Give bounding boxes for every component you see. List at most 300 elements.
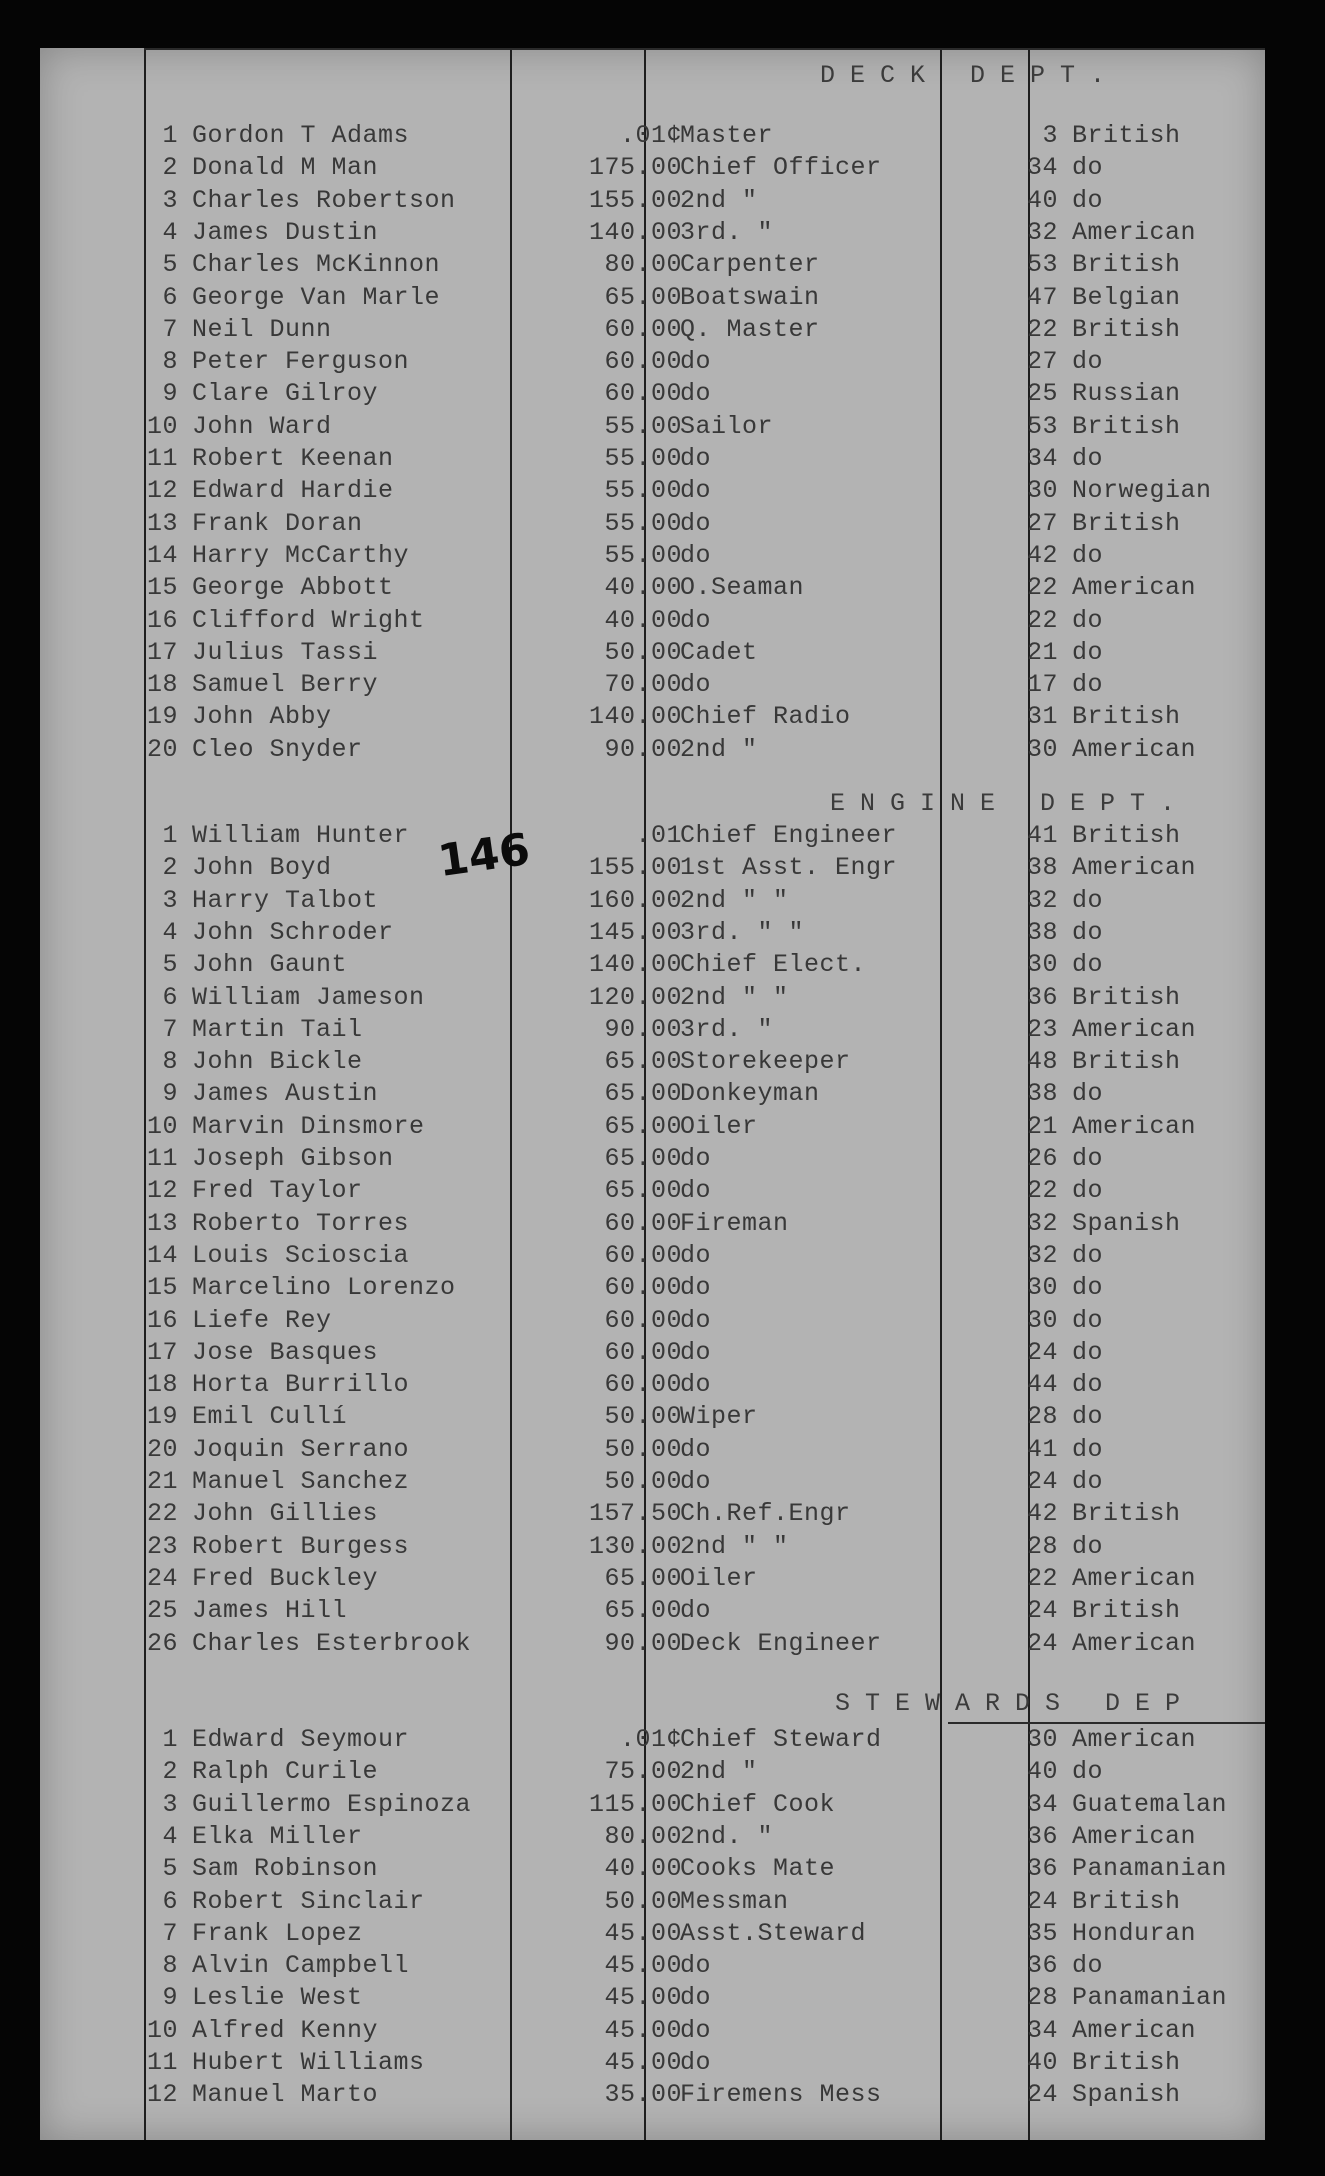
crew-wage: 120.00	[588, 982, 682, 1012]
table-row	[40, 508, 1265, 540]
crew-rating: do	[680, 605, 712, 635]
crew-nationality: do	[1072, 1176, 1104, 1206]
crew-name: John Bickle	[192, 1047, 363, 1077]
crew-nationality: British	[1072, 250, 1181, 280]
crew-rating: Oiler	[680, 1563, 758, 1593]
table-row	[40, 314, 1265, 346]
crew-age: 35	[1026, 1918, 1058, 1948]
crew-name: Alvin Campbell	[192, 1951, 410, 1981]
table-row	[40, 282, 1265, 314]
crew-wage: 70.00	[604, 670, 682, 700]
crew-wage: 55.00	[604, 476, 682, 506]
crew-rating: do	[680, 379, 712, 409]
crew-wage: 160.00	[588, 885, 682, 915]
row-number: 18	[146, 670, 178, 700]
crew-rating: 2nd "	[680, 185, 758, 215]
table-row	[40, 572, 1265, 604]
row-number: 13	[146, 1208, 178, 1238]
row-number: 19	[146, 702, 178, 732]
deck-dept-header: DECK DEPT.	[820, 61, 1121, 90]
table-row	[40, 949, 1265, 981]
crew-age: 47	[1026, 282, 1058, 312]
crew-wage: 157.50	[588, 1499, 682, 1529]
crew-rating: Storekeeper	[680, 1047, 851, 1077]
crew-wage: 55.00	[604, 444, 682, 473]
crew-age: 34	[1026, 444, 1058, 473]
crew-nationality: Panamanian	[1072, 1854, 1228, 1884]
crew-age: 3	[1042, 121, 1058, 150]
row-number: 8	[162, 1047, 178, 1077]
crew-nationality: do	[1072, 1402, 1104, 1432]
table-row	[40, 1886, 1265, 1918]
crew-nationality: Honduran	[1072, 1918, 1197, 1948]
crew-wage: 45.00	[604, 1983, 682, 2013]
table-row	[40, 1111, 1265, 1143]
row-number: 11	[146, 444, 178, 473]
crew-nationality: do	[1072, 1144, 1104, 1173]
crew-wage: 50.00	[604, 1886, 682, 1916]
row-number: 18	[146, 1370, 178, 1400]
crew-name: Julius Tassi	[192, 637, 379, 667]
crew-name: Charles Esterbrook	[192, 1628, 472, 1658]
crew-nationality: British	[1072, 702, 1181, 732]
crew-wage: 65.00	[604, 282, 682, 312]
crew-wage: 155.00	[588, 853, 682, 883]
table-row	[40, 1531, 1265, 1563]
crew-name: Martin Tail	[192, 1014, 363, 1044]
crew-rating: do	[680, 2015, 712, 2045]
crew-name: Marvin Dinsmore	[192, 1111, 425, 1141]
crew-nationality: Guatemalan	[1072, 1789, 1228, 1819]
crew-rating: Chief Officer	[680, 153, 882, 183]
crew-wage: .01	[635, 821, 682, 850]
table-row	[40, 1078, 1265, 1110]
row-number: 9	[162, 1079, 178, 1109]
crew-name: Manuel Sanchez	[192, 1467, 410, 1496]
crew-age: 21	[1026, 1111, 1058, 1141]
crew-wage: 145.00	[588, 917, 682, 947]
table-row	[40, 378, 1265, 410]
crew-wage: 45.00	[604, 1918, 682, 1948]
table-row	[40, 540, 1265, 572]
row-number: 20	[146, 734, 178, 764]
row-number: 17	[146, 637, 178, 667]
crew-name: Harry Talbot	[192, 885, 379, 915]
table-row	[40, 217, 1265, 249]
crew-age: 22	[1026, 1176, 1058, 1206]
crew-name: Frank Lopez	[192, 1918, 363, 1948]
row-number: 9	[162, 1983, 178, 2013]
crew-name: Louis Scioscia	[192, 1240, 410, 1270]
crew-age: 24	[1026, 2080, 1058, 2110]
crew-age: 34	[1026, 1789, 1058, 1819]
crew-rating: Cadet	[680, 637, 758, 667]
crew-nationality: do	[1072, 1434, 1104, 1464]
crew-nationality: British	[1072, 411, 1181, 441]
crew-rating: O.Seaman	[680, 573, 805, 603]
crew-age: 36	[1026, 1821, 1058, 1851]
row-number: 7	[162, 314, 178, 344]
crew-rating: do	[680, 1434, 712, 1464]
crew-name: Sam Robinson	[192, 1854, 379, 1884]
crew-wage: 45.00	[604, 2048, 682, 2077]
crew-nationality: do	[1072, 347, 1104, 377]
row-number: 3	[162, 1789, 178, 1819]
row-number: 11	[146, 1144, 178, 1173]
crew-age: 36	[1026, 982, 1058, 1012]
crew-name: Edward Seymour	[192, 1725, 410, 1754]
crew-nationality: British	[1072, 982, 1181, 1012]
crew-age: 36	[1026, 1854, 1058, 1884]
crew-name: Fred Taylor	[192, 1176, 363, 1206]
crew-nationality: British	[1072, 2048, 1181, 2077]
crew-wage: 50.00	[604, 1434, 682, 1464]
crew-wage: 50.00	[604, 1467, 682, 1496]
crew-name: Donald M Man	[192, 153, 379, 183]
table-row	[40, 1014, 1265, 1046]
top-rule	[144, 48, 1265, 50]
crew-nationality: do	[1072, 185, 1104, 215]
table-row	[40, 885, 1265, 917]
crew-name: Robert Sinclair	[192, 1886, 425, 1916]
crew-wage: 140.00	[588, 702, 682, 732]
crew-wage: 60.00	[604, 1370, 682, 1400]
row-number: 21	[146, 1467, 178, 1496]
crew-age: 30	[1026, 1725, 1058, 1754]
crew-age: 32	[1026, 1208, 1058, 1238]
crew-wage: 130.00	[588, 1531, 682, 1561]
crew-age: 53	[1026, 250, 1058, 280]
crew-nationality: do	[1072, 950, 1104, 980]
crew-age: 38	[1026, 1079, 1058, 1109]
crew-nationality: American	[1072, 573, 1197, 603]
crew-age: 24	[1026, 1886, 1058, 1916]
crew-rating: 2nd " "	[680, 1531, 789, 1561]
crew-rating: do	[680, 508, 712, 538]
crew-name: Fred Buckley	[192, 1563, 379, 1593]
crew-nationality: British	[1072, 1499, 1181, 1529]
crew-wage: 65.00	[604, 1596, 682, 1626]
row-number: 14	[146, 1240, 178, 1270]
crew-age: 30	[1026, 1273, 1058, 1303]
page-number-stamp: 146	[434, 823, 533, 888]
engine-dept-header: ENGINE DEPT.	[830, 789, 1191, 818]
crew-rating: Oiler	[680, 1111, 758, 1141]
crew-rating: do	[680, 2048, 712, 2077]
crew-age: 32	[1026, 217, 1058, 247]
crew-nationality: do	[1072, 670, 1104, 700]
crew-nationality: Russian	[1072, 379, 1181, 409]
row-number: 15	[146, 573, 178, 603]
crew-nationality: do	[1072, 605, 1104, 635]
table-row	[40, 1240, 1265, 1272]
crew-rating: Carpenter	[680, 250, 820, 280]
crew-wage: 60.00	[604, 379, 682, 409]
table-row	[40, 185, 1265, 217]
crew-list-page	[40, 48, 1265, 2140]
crew-name: Manuel Marto	[192, 2080, 379, 2110]
crew-wage: 65.00	[604, 1563, 682, 1593]
crew-age: 38	[1026, 917, 1058, 947]
crew-age: 17	[1026, 670, 1058, 700]
table-row	[40, 820, 1265, 852]
crew-rating: Donkeyman	[680, 1079, 820, 1109]
crew-age: 28	[1026, 1402, 1058, 1432]
crew-nationality: British	[1072, 121, 1181, 150]
table-row	[40, 2015, 1265, 2047]
crew-name: Marcelino Lorenzo	[192, 1273, 456, 1303]
table-row	[40, 1175, 1265, 1207]
crew-nationality: American	[1072, 1014, 1197, 1044]
crew-nationality: do	[1072, 1951, 1104, 1981]
crew-name: John Schroder	[192, 917, 394, 947]
crew-nationality: American	[1072, 853, 1197, 883]
crew-nationality: do	[1072, 153, 1104, 183]
crew-age: 41	[1026, 821, 1058, 850]
crew-nationality: American	[1072, 1563, 1197, 1593]
row-number: 5	[162, 250, 178, 280]
crew-wage: 65.00	[604, 1079, 682, 1109]
crew-wage: 65.00	[604, 1111, 682, 1141]
crew-rating: Boatswain	[680, 282, 820, 312]
crew-age: 24	[1026, 1337, 1058, 1367]
table-row	[40, 982, 1265, 1014]
table-row	[40, 734, 1265, 766]
crew-name: Samuel Berry	[192, 670, 379, 700]
crew-rating: do	[680, 476, 712, 506]
crew-name: Joquin Serrano	[192, 1434, 410, 1464]
crew-name: Frank Doran	[192, 508, 363, 538]
crew-name: Edward Hardie	[192, 476, 394, 506]
crew-wage: 60.00	[604, 1208, 682, 1238]
crew-rating: Firemens Mess	[680, 2080, 882, 2110]
row-number: 2	[162, 1757, 178, 1787]
crew-name: Cleo Snyder	[192, 734, 363, 764]
crew-nationality: British	[1072, 508, 1181, 538]
crew-rating: do	[680, 540, 712, 570]
crew-name: William Jameson	[192, 982, 425, 1012]
row-number: 10	[146, 411, 178, 441]
crew-nationality: do	[1072, 1305, 1104, 1335]
table-row	[40, 1821, 1265, 1853]
crew-rating: 2nd. "	[680, 1821, 774, 1851]
crew-name: Emil Cullí	[192, 1402, 348, 1432]
crew-nationality: British	[1072, 821, 1181, 850]
crew-nationality: do	[1072, 1370, 1104, 1400]
crew-nationality: American	[1072, 2015, 1197, 2045]
crew-nationality: do	[1072, 917, 1104, 947]
crew-name: Roberto Torres	[192, 1208, 410, 1238]
crew-nationality: do	[1072, 540, 1104, 570]
crew-rating: Chief Elect.	[680, 950, 867, 980]
crew-rating: do	[680, 1176, 712, 1206]
crew-nationality: American	[1072, 217, 1197, 247]
row-number: 16	[146, 1305, 178, 1335]
row-number: 1	[162, 821, 178, 850]
crew-rating: Chief Steward	[680, 1725, 882, 1754]
crew-age: 24	[1026, 1467, 1058, 1496]
crew-wage: .01¢	[619, 121, 682, 150]
row-number: 7	[162, 1014, 178, 1044]
crew-wage: 35.00	[604, 2080, 682, 2110]
crew-wage: 60.00	[604, 1305, 682, 1335]
crew-name: Clare Gilroy	[192, 379, 379, 409]
crew-rating: 2nd "	[680, 734, 758, 764]
row-number: 4	[162, 217, 178, 247]
crew-rating: do	[680, 1467, 712, 1496]
table-row	[40, 120, 1265, 152]
row-number: 25	[146, 1596, 178, 1626]
crew-age: 36	[1026, 1951, 1058, 1981]
crew-age: 23	[1026, 1014, 1058, 1044]
crew-name: Charles Robertson	[192, 185, 456, 215]
row-number: 4	[162, 1821, 178, 1851]
table-row	[40, 1950, 1265, 1982]
crew-wage: 155.00	[588, 185, 682, 215]
table-row	[40, 1498, 1265, 1530]
crew-name: Peter Ferguson	[192, 347, 410, 377]
crew-rating: Wiper	[680, 1402, 758, 1432]
crew-nationality: British	[1072, 1596, 1181, 1626]
row-number: 2	[162, 153, 178, 183]
crew-name: William Hunter	[192, 821, 410, 850]
crew-nationality: American	[1072, 1111, 1197, 1141]
crew-name: George Abbott	[192, 573, 394, 603]
row-number: 22	[146, 1499, 178, 1529]
crew-name: Charles McKinnon	[192, 250, 441, 280]
crew-name: Leslie West	[192, 1983, 363, 2013]
crew-wage: 90.00	[604, 1628, 682, 1658]
crew-name: Robert Burgess	[192, 1531, 410, 1561]
crew-wage: 65.00	[604, 1144, 682, 1173]
crew-rating: do	[680, 444, 712, 473]
crew-name: James Hill	[192, 1596, 348, 1626]
row-number: 26	[146, 1628, 178, 1658]
crew-age: 25	[1026, 379, 1058, 409]
crew-rating: Q. Master	[680, 314, 820, 344]
row-number: 23	[146, 1531, 178, 1561]
crew-wage: 140.00	[588, 217, 682, 247]
row-number: 6	[162, 282, 178, 312]
crew-wage: 55.00	[604, 540, 682, 570]
table-row	[40, 1046, 1265, 1078]
crew-rating: do	[680, 1144, 712, 1173]
crew-age: 34	[1026, 2015, 1058, 2045]
crew-wage: 40.00	[604, 1854, 682, 1884]
crew-age: 26	[1026, 1144, 1058, 1173]
table-row	[40, 701, 1265, 733]
crew-age: 42	[1026, 540, 1058, 570]
crew-age: 48	[1026, 1047, 1058, 1077]
table-row	[40, 249, 1265, 281]
row-number: 9	[162, 379, 178, 409]
crew-rating: 3rd. "	[680, 217, 774, 247]
crew-name: John Boyd	[192, 853, 332, 883]
crew-name: John Gaunt	[192, 950, 348, 980]
row-number: 5	[162, 1854, 178, 1884]
crew-rating: do	[680, 1305, 712, 1335]
crew-name: Gordon T Adams	[192, 121, 410, 150]
crew-rating: do	[680, 1337, 712, 1367]
crew-nationality: Belgian	[1072, 282, 1181, 312]
crew-age: 28	[1026, 1983, 1058, 2013]
row-number: 6	[162, 982, 178, 1012]
table-row	[40, 637, 1265, 669]
table-row	[40, 1143, 1265, 1175]
row-number: 1	[162, 1725, 178, 1754]
table-row	[40, 1401, 1265, 1433]
crew-age: 22	[1026, 1563, 1058, 1593]
crew-age: 44	[1026, 1370, 1058, 1400]
crew-age: 27	[1026, 508, 1058, 538]
table-row	[40, 1434, 1265, 1466]
table-row	[40, 1369, 1265, 1401]
crew-wage: 140.00	[588, 950, 682, 980]
table-row	[40, 475, 1265, 507]
crew-rating: Master	[680, 121, 774, 150]
row-number: 14	[146, 540, 178, 570]
crew-age: 32	[1026, 885, 1058, 915]
crew-age: 24	[1026, 1628, 1058, 1658]
crew-nationality: do	[1072, 1273, 1104, 1303]
row-number: 17	[146, 1337, 178, 1367]
row-number: 12	[146, 1176, 178, 1206]
crew-wage: 60.00	[604, 347, 682, 377]
crew-name: Guillermo Espinoza	[192, 1789, 472, 1819]
crew-name: Harry McCarthy	[192, 540, 410, 570]
crew-wage: 55.00	[604, 508, 682, 538]
row-number: 3	[162, 885, 178, 915]
crew-rating: do	[680, 1596, 712, 1626]
table-row	[40, 152, 1265, 184]
crew-rating: do	[680, 1240, 712, 1270]
crew-wage: 90.00	[604, 1014, 682, 1044]
crew-age: 32	[1026, 1240, 1058, 1270]
crew-age: 21	[1026, 637, 1058, 667]
row-number: 1	[162, 121, 178, 150]
crew-wage: 115.00	[588, 1789, 682, 1819]
crew-nationality: do	[1072, 1240, 1104, 1270]
crew-age: 27	[1026, 347, 1058, 377]
row-number: 2	[162, 853, 178, 883]
row-number: 3	[162, 185, 178, 215]
crew-age: 53	[1026, 411, 1058, 441]
table-row	[40, 1724, 1265, 1756]
crew-name: Liefe Rey	[192, 1305, 332, 1335]
crew-age: 28	[1026, 1531, 1058, 1561]
crew-rating: 3rd. "	[680, 1014, 774, 1044]
crew-name: Joseph Gibson	[192, 1144, 394, 1173]
row-number: 6	[162, 1886, 178, 1916]
table-row	[40, 605, 1265, 637]
crew-wage: 50.00	[604, 1402, 682, 1432]
crew-name: George Van Marle	[192, 282, 441, 312]
crew-age: 31	[1026, 702, 1058, 732]
crew-wage: 175.00	[588, 153, 682, 183]
row-number: 8	[162, 347, 178, 377]
crew-age: 30	[1026, 734, 1058, 764]
crew-nationality: American	[1072, 1725, 1197, 1754]
crew-wage: 60.00	[604, 1273, 682, 1303]
table-row	[40, 1466, 1265, 1498]
crew-rating: 3rd. " "	[680, 917, 805, 947]
crew-rating: 2nd " "	[680, 982, 789, 1012]
crew-age: 41	[1026, 1434, 1058, 1464]
crew-nationality: do	[1072, 885, 1104, 915]
table-row	[40, 1337, 1265, 1369]
crew-wage: 60.00	[604, 314, 682, 344]
crew-age: 34	[1026, 153, 1058, 183]
